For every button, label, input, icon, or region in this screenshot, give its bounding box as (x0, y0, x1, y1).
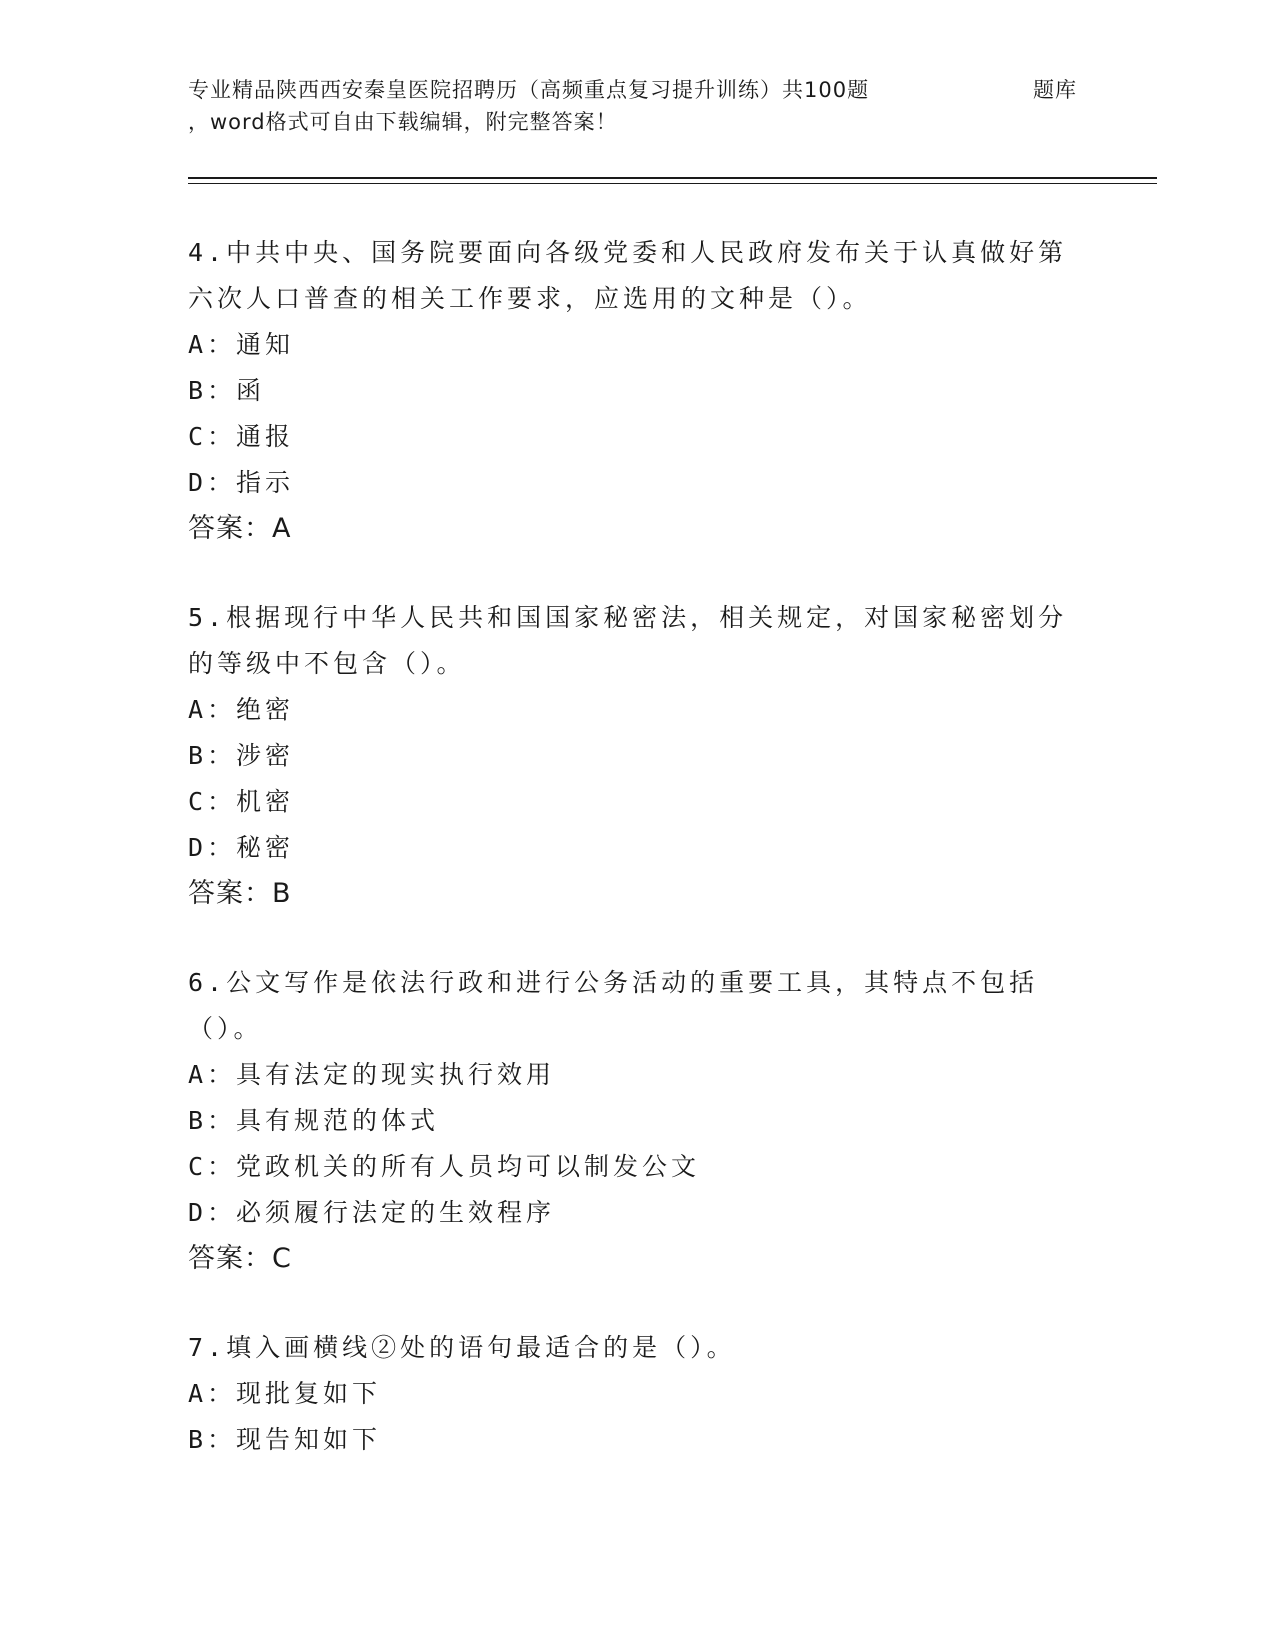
question-stem: 4.中共中央、国务院要面向各级党委和人民政府发布关于认真做好第六次人口普查的相关工作要求，应选用的文种是（）。 (188, 238, 1068, 313)
question-list (188, 230, 1068, 1506)
question-4 (188, 230, 1068, 552)
option-c: C：党政机关的所有人员均可以制发公文 (188, 1152, 701, 1181)
page-header (188, 74, 1088, 138)
option-a: A：绝密 (188, 695, 295, 724)
question-stem: 6.公文写作是依法行政和进行公务活动的重要工具，其特点不包括（）。 (188, 968, 1039, 1043)
option-a: A：具有法定的现实执行效用 (188, 1060, 556, 1089)
header-divider-thin (188, 183, 1157, 184)
header-title: 专业精品陕西西安秦皇医院招聘历（高频重点复习提升训练）共100题 (188, 78, 870, 102)
answer-line: 答案：A (188, 513, 292, 544)
question-5 (188, 595, 1068, 917)
option-b: B：具有规范的体式 (188, 1106, 440, 1135)
header-suffix: 题库 (1033, 78, 1077, 102)
option-b: B：函 (188, 376, 266, 405)
option-a: A：通知 (188, 330, 295, 359)
header-divider-thick (188, 177, 1157, 179)
option-c: C：通报 (188, 422, 295, 451)
option-b: B：现告知如下 (188, 1425, 382, 1454)
question-6 (188, 960, 1068, 1282)
option-a: A：现批复如下 (188, 1379, 382, 1408)
option-d: D：必须履行法定的生效程序 (188, 1198, 556, 1227)
answer-line: 答案：C (188, 1243, 292, 1274)
option-b: B：涉密 (188, 741, 295, 770)
header-title-row (188, 74, 1088, 106)
option-c: C：机密 (188, 787, 295, 816)
option-d: D：秘密 (188, 833, 295, 862)
question-7 (188, 1325, 1068, 1463)
question-stem: 7.填入画横线②处的语句最适合的是（）。 (188, 1333, 736, 1362)
answer-line: 答案：B (188, 878, 292, 909)
option-d: D：指示 (188, 468, 295, 497)
header-subtitle: ，word格式可自由下载编辑，附完整答案！ (188, 110, 618, 134)
question-stem: 5.根据现行中华人民共和国国家秘密法，相关规定，对国家秘密划分的等级中不包含（）。 (188, 603, 1068, 678)
